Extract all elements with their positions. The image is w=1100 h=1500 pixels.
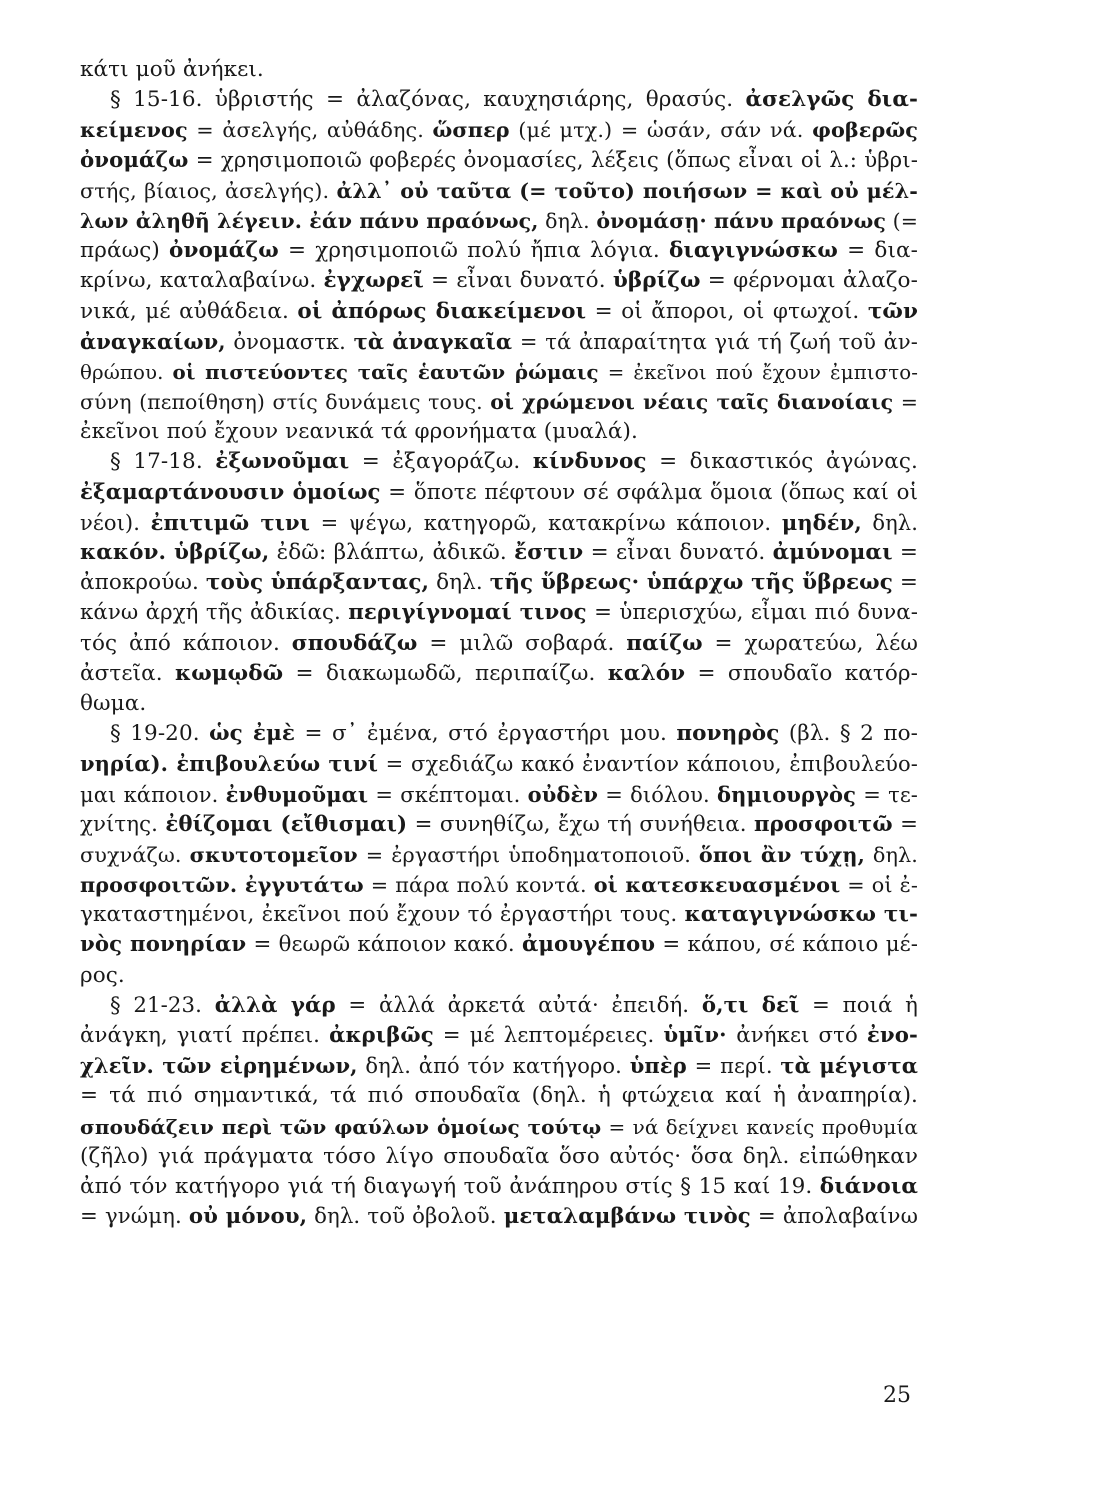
text-segment: = γνώμη. xyxy=(80,1204,189,1230)
text-segment: § 19-20. xyxy=(110,721,210,747)
text-segment: = περί. xyxy=(686,1054,781,1079)
bold-term: ὑμῖν· xyxy=(663,1023,737,1048)
bold-term: ἐγχωρεῖ xyxy=(323,268,424,294)
bold-term: ἀσελγῶς δια- xyxy=(745,87,918,113)
bold-term: τῶν xyxy=(867,298,918,324)
bold-term: δημιουργὸς xyxy=(716,781,856,807)
text-segment: = δια- xyxy=(837,238,918,264)
bold-term: ἐπιτιμῶ τινι xyxy=(150,509,310,535)
bold-term: ἀλλὰ γάρ xyxy=(214,992,336,1018)
text-line xyxy=(80,417,918,447)
text-line xyxy=(80,447,918,477)
bold-term: ἐπιβουλεύω τινί xyxy=(176,751,378,777)
bold-term: προσφοιτῶν. ἐγγυτάτω xyxy=(80,873,364,898)
text-segment: § 15-16. ὑβριστής = ἀλαζόνας, καυχησιάρης, θρασύς. xyxy=(110,87,746,113)
text-segment: νέοι). xyxy=(80,510,151,535)
bold-term: προσφοιτῶ xyxy=(754,811,893,837)
text-line xyxy=(80,55,918,85)
text-line xyxy=(80,810,918,840)
bold-term: οὐ μόνου, xyxy=(188,1204,308,1230)
text-segment: = ἐξαγοράζω. xyxy=(349,449,533,475)
text-segment: = ὅποτε πέφτουν σέ σφάλμα ὅμοια (ὅπως καί οἱ xyxy=(380,479,918,505)
text-segment: (ζῆλο) γιά πράγματα τόσο λίγο σπουδαῖα ὅσο αὐτός· ὅσα δηλ. εἰπώθηκαν xyxy=(80,1143,918,1169)
text-segment: χνίτης. xyxy=(80,811,166,837)
text-segment: = κάπου, σέ κάποιο μέ- xyxy=(655,932,918,958)
text-segment: ἀνήκει στό xyxy=(736,1023,867,1048)
text-line xyxy=(80,1172,918,1202)
bold-term: κείμενος xyxy=(80,118,188,143)
bold-term: ἐθίζομαι (εἴθισμαι) xyxy=(165,811,408,837)
text-line xyxy=(80,387,918,417)
text-segment: ἐκεῖνοι πού ἔχουν νεανικά τά φρονήματα (μυαλά). xyxy=(80,419,638,445)
bold-term: οἱ κατεσκευασμένοι xyxy=(593,873,841,898)
text-line xyxy=(80,1112,918,1142)
text-segment: = πάρα πολύ κοντά. xyxy=(363,873,594,898)
bold-term: ἔστιν xyxy=(514,540,584,565)
text-segment: γκαταστημένοι, ἐκεῖνοι πού ἔχουν τό ἐργαστήρι τους. xyxy=(80,902,685,928)
text-line xyxy=(80,719,918,749)
bold-term: τῆς ὕβρεως· ὑπάρχω τῆς ὕβρεως xyxy=(489,570,893,596)
text-segment: = ποιά ἡ xyxy=(799,992,918,1018)
text-line xyxy=(80,206,918,236)
text-segment: = ἀλλά ἀρκετά αὐτά· ἐπειδή. xyxy=(335,992,702,1018)
text-segment: κάνω ἀρχή τῆς ἀδικίας. xyxy=(80,600,349,626)
text-segment: = εἶναι δυνατό. xyxy=(583,540,773,565)
text-line xyxy=(80,176,918,206)
text-segment: = xyxy=(893,390,918,415)
text-segment: δηλ. xyxy=(864,842,918,867)
text-line xyxy=(80,1202,918,1232)
text-line xyxy=(80,538,918,568)
text-line xyxy=(80,508,918,538)
text-segment: δηλ. ἀπό τόν κατήγορο. xyxy=(357,1054,630,1079)
text-segment: = χωρατεύω, λέω xyxy=(702,630,918,656)
text-segment: § 17-18. xyxy=(110,449,216,475)
text-segment: = χρησιμοποιῶ πολύ ἤπια λόγια. xyxy=(278,238,669,264)
bold-term: καλόν xyxy=(607,660,686,686)
text-segment: (= xyxy=(885,208,918,233)
text-segment: = διακωμωδῶ, περιπαίζω. xyxy=(283,660,608,686)
text-segment: = δικαστικός ἀγώνας. xyxy=(646,449,918,475)
bold-term: τοὺς ὑπάρξαντας, xyxy=(205,570,430,596)
bold-term: ἀμύνομαι xyxy=(772,540,893,565)
text-line xyxy=(80,146,918,176)
text-line xyxy=(80,1021,918,1051)
bold-term: διάνοια xyxy=(819,1173,918,1199)
text-segment: = ἐκεῖνοι πού ἔχουν ἐμπιστο- xyxy=(598,360,918,384)
text-line xyxy=(80,297,918,327)
text-line xyxy=(80,930,918,960)
text-segment: τός ἀπό κάποιον. xyxy=(80,630,292,656)
text-line xyxy=(80,961,918,991)
bold-term: ὀνομάσῃ· πάνυ πραόνως xyxy=(596,208,886,233)
text-segment: θρώπου. xyxy=(80,360,173,384)
text-segment: (μέ μτχ.) = ὡσάν, σάν νά. xyxy=(509,118,813,143)
bold-term: ἐξωνοῦμαι xyxy=(215,449,350,475)
bold-term: οἱ πιστεύοντες ταῖς ἑαυτῶν ῥώμαις xyxy=(172,359,599,384)
bold-term: λων ἀληθῆ λέγειν. ἐάν πάνυ πραόνως, xyxy=(80,208,539,233)
text-segment: ρος. xyxy=(80,962,125,988)
bold-term: ὅ,τι δεῖ xyxy=(701,992,800,1018)
text-line xyxy=(80,870,918,900)
text-segment: = xyxy=(892,540,918,565)
bold-term: κακόν. ὑβρίζω, xyxy=(80,540,270,565)
text-segment: ἀπό τόν κατήγορο γιά τή διαγωγή τοῦ ἀνάπηρου στίς § 15 καί 19. xyxy=(80,1173,820,1199)
bold-term: οἱ χρώμενοι νέαις ταῖς διανοίαις xyxy=(490,390,894,415)
bold-term: ὀνομάζω xyxy=(169,238,279,264)
bold-term: κίνδυνος xyxy=(532,449,647,475)
body-text xyxy=(80,55,918,1232)
text-segment: κάτι μοῦ ἀνήκει. xyxy=(80,57,264,82)
text-segment: ἀποκρούω. xyxy=(80,570,206,596)
text-segment: θωμα. xyxy=(80,690,147,716)
text-segment: συχνάζω. xyxy=(80,842,190,867)
text-segment: σύνη (πεποίθηση) στίς δυνάμεις τους. xyxy=(80,390,491,415)
text-segment: = xyxy=(892,570,918,596)
bold-term: σπουδάζω xyxy=(291,630,418,656)
text-segment: δηλ. xyxy=(538,208,597,233)
text-segment: = τε- xyxy=(856,782,918,807)
text-segment: = διόλου. xyxy=(598,782,717,807)
text-line xyxy=(80,327,918,357)
bold-term: καταγιγνώσκω τι- xyxy=(684,902,918,928)
text-line xyxy=(80,598,918,628)
text-line xyxy=(80,780,918,810)
bold-term: ἀλλ᾽ οὐ ταῦτα (= τοῦτο) ποιήσων = καὶ οὐ μέλ- xyxy=(336,178,918,203)
page-number: 25 xyxy=(883,1383,911,1408)
text-segment: νικά, μέ αὐθάδεια. xyxy=(80,298,298,324)
bold-term: σπουδάζειν περὶ τῶν φαύλων ὁμοίως τούτῳ xyxy=(80,1114,602,1139)
text-segment: = σ᾽ ἐμένα, στό ἐργαστήρι μου. xyxy=(295,721,677,747)
text-segment: = τά ἀπαραίτητα γιά τή ζωή τοῦ ἀν- xyxy=(512,329,918,354)
bold-term: μηδέν, xyxy=(781,509,862,535)
bold-term: ὑβρίζω xyxy=(612,268,701,294)
text-segment: = ἀσελγής, αὐθάδης. xyxy=(187,118,433,143)
bold-term: ἀναγκαίων, xyxy=(80,328,226,354)
bold-term: φοβερῶς xyxy=(812,118,918,143)
text-segment: μαι κάποιον. xyxy=(80,782,226,807)
bold-term: περιγίγνομαί τινος xyxy=(348,600,587,626)
text-segment: = ἀπολαβαίνω xyxy=(750,1204,918,1230)
bold-term: ἐξαμαρτάνουσιν ὁμοίως xyxy=(80,479,381,505)
bold-term: ἐνθυμοῦμαι xyxy=(225,781,369,807)
text-line xyxy=(80,991,918,1021)
text-line xyxy=(80,266,918,296)
bold-term: ὑπὲρ xyxy=(629,1053,687,1079)
text-segment: = συνηθίζω, ἔχω τή συνήθεια. xyxy=(407,811,755,837)
text-segment: δηλ. τοῦ ὀβολοῦ. xyxy=(307,1204,504,1230)
bold-term: ὥσπερ xyxy=(432,118,510,143)
text-line xyxy=(80,115,918,145)
text-segment: = ὑπερισχύω, εἶμαι πιό δυνα- xyxy=(586,600,918,626)
bold-term: πονηρὸς xyxy=(676,721,780,747)
text-segment: ἀστεῖα. xyxy=(80,660,176,686)
text-segment: ἐδῶ: βλάπτω, ἀδικῶ. xyxy=(269,540,515,565)
bold-term: διαγιγνώσκω xyxy=(668,238,838,264)
bold-term: χλεῖν. τῶν εἰρημένων, xyxy=(80,1053,358,1079)
bold-term: κωμῳδῶ xyxy=(175,660,284,686)
text-line xyxy=(80,568,918,598)
text-segment: ἀνάγκη, γιατί πρέπει. xyxy=(80,1023,330,1048)
bold-term: τὰ ἀναγκαῖα xyxy=(353,328,513,354)
text-line xyxy=(80,1142,918,1172)
bold-term: ὀνομάζω xyxy=(80,147,189,173)
text-segment: δηλ. xyxy=(861,510,918,535)
bold-term: παίζω xyxy=(626,630,703,656)
text-segment: = φέρνομαι ἀλαζο- xyxy=(700,268,918,294)
bold-term: σκυτοτομεῖον xyxy=(189,842,358,867)
bold-term: ὅποι ἂν τύχῃ, xyxy=(698,842,865,867)
bold-term: ἀμουγέπου xyxy=(521,932,656,958)
text-segment: = οἱ ἐ- xyxy=(840,873,918,898)
text-segment: δηλ. xyxy=(429,570,490,596)
bold-term: μεταλαμβάνω τινὸς xyxy=(503,1204,751,1230)
text-line xyxy=(80,236,918,266)
text-line xyxy=(80,1081,918,1111)
bold-term: ὡς ἐμὲ xyxy=(209,721,296,747)
text-segment: = ἐργαστήρι ὑποδηματοποιοῦ. xyxy=(357,842,699,867)
text-line xyxy=(80,85,918,115)
text-segment: § 21-23. xyxy=(110,992,215,1018)
text-segment: στής, βίαιος, ἀσελγής). xyxy=(80,178,337,203)
bold-term: νὸς πονηρίαν xyxy=(80,932,247,958)
text-segment: κρίνω, καταλαβαίνω. xyxy=(80,268,324,294)
text-segment: = νά δείχνει κανείς προθυμία xyxy=(601,1114,918,1139)
text-segment: = σχεδιάζω κακό ἐναντίον κάποιου, ἐπιβουλεύο- xyxy=(377,752,918,777)
text-line xyxy=(80,689,918,719)
text-line xyxy=(80,357,918,387)
text-line xyxy=(80,840,918,870)
text-segment: = τά πιό σημαντικά, τά πιό σπουδαῖα (δηλ. ἡ φτώχεια καί ἡ ἀναπηρία). xyxy=(80,1083,918,1109)
bold-term: ἐνο- xyxy=(866,1023,918,1048)
text-line xyxy=(80,478,918,508)
text-line xyxy=(80,900,918,930)
text-segment: (βλ. § 2 πο- xyxy=(779,721,918,747)
text-line xyxy=(80,659,918,689)
text-segment: = χρησιμοποιῶ φοβερές ὀνομασίες, λέξεις (ὅπως εἶναι οἱ λ.: ὑβρι- xyxy=(188,147,918,173)
text-line xyxy=(80,1051,918,1081)
text-segment: = θεωρῶ κάποιον κακό. xyxy=(246,932,522,958)
text-segment: = ψέγω, κατηγορῶ, κατακρίνω κάποιον. xyxy=(309,510,782,535)
text-segment: = μιλῶ σοβαρά. xyxy=(417,630,627,656)
bold-term: τὰ μέγιστα xyxy=(780,1053,918,1079)
text-segment: = εἶναι δυνατό. xyxy=(423,268,613,294)
text-segment: = σπουδαῖο κατόρ- xyxy=(685,660,918,686)
bold-term: οἱ ἀπόρως διακείμενοι xyxy=(297,298,587,324)
bold-term: οὐδὲν xyxy=(527,781,599,807)
text-segment: ὀνομαστκ. xyxy=(225,329,354,354)
bold-term: ἀκριβῶς xyxy=(329,1023,434,1048)
text-segment: = σκέπτομαι. xyxy=(368,782,528,807)
text-line xyxy=(80,749,918,779)
text-line xyxy=(80,629,918,659)
text-segment: πράως) xyxy=(80,238,170,264)
bold-term: νηρία). xyxy=(80,751,177,777)
text-segment: = οἱ ἄποροι, οἱ φτωχοί. xyxy=(586,298,868,324)
text-segment: = xyxy=(892,811,918,837)
text-segment: = μέ λεπτομέρειες. xyxy=(433,1023,664,1048)
